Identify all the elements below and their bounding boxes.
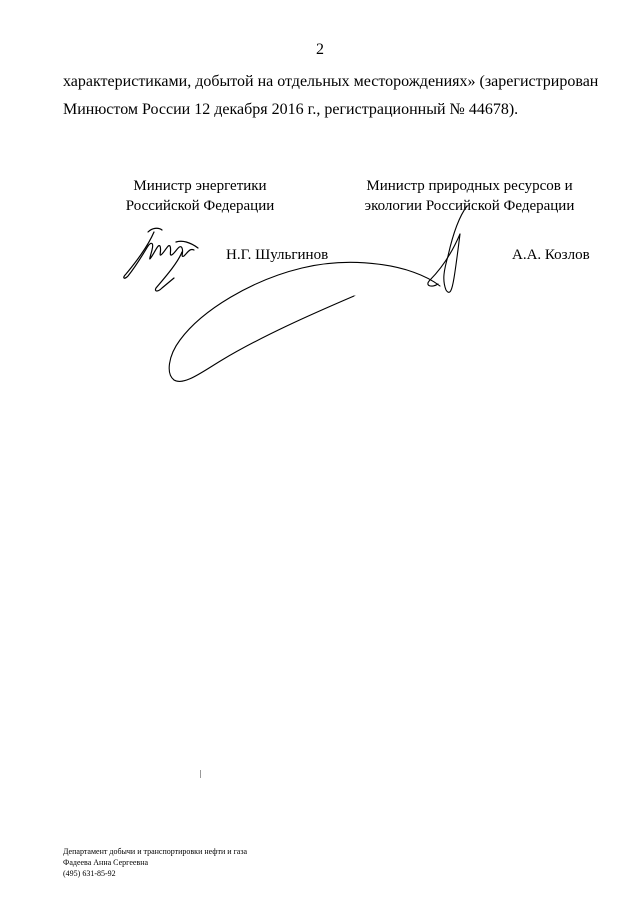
- footer-contact-name: Фадеева Анна Сергеевна: [63, 858, 149, 867]
- footer-phone: (495) 631-85-92: [63, 869, 116, 878]
- body-text-line-2: Минюстом России 12 декабря 2016 г., регистрационный № 44678).: [63, 101, 519, 118]
- signatory-right-title-line-1: Министр природных ресурсов и: [366, 178, 573, 194]
- footer-department: Департамент добычи и транспортировки нефти и газа: [63, 847, 248, 856]
- stray-mark: [200, 770, 201, 778]
- signatory-left-name: Н.Г. Шульгинов: [226, 247, 329, 263]
- signature-right-handwritten: [162, 204, 472, 384]
- body-text-line-1: характеристиками, добытой на отдельных месторождениях» (зарегистрирован: [63, 73, 599, 90]
- signatory-right-title: [352, 176, 587, 216]
- signatory-right-title-line-2: экологии Российской Федерации: [364, 198, 575, 214]
- signatory-left-title-line-1: Министр энергетики: [133, 178, 267, 194]
- page-number: 2: [316, 41, 324, 58]
- signatory-left-title-line-2: Российской Федерации: [125, 198, 275, 214]
- signatory-left-title: [115, 176, 285, 216]
- signatory-right-name: А.А. Козлов: [512, 247, 590, 263]
- signature-left-handwritten: [118, 222, 208, 296]
- footer-contact: [63, 846, 247, 879]
